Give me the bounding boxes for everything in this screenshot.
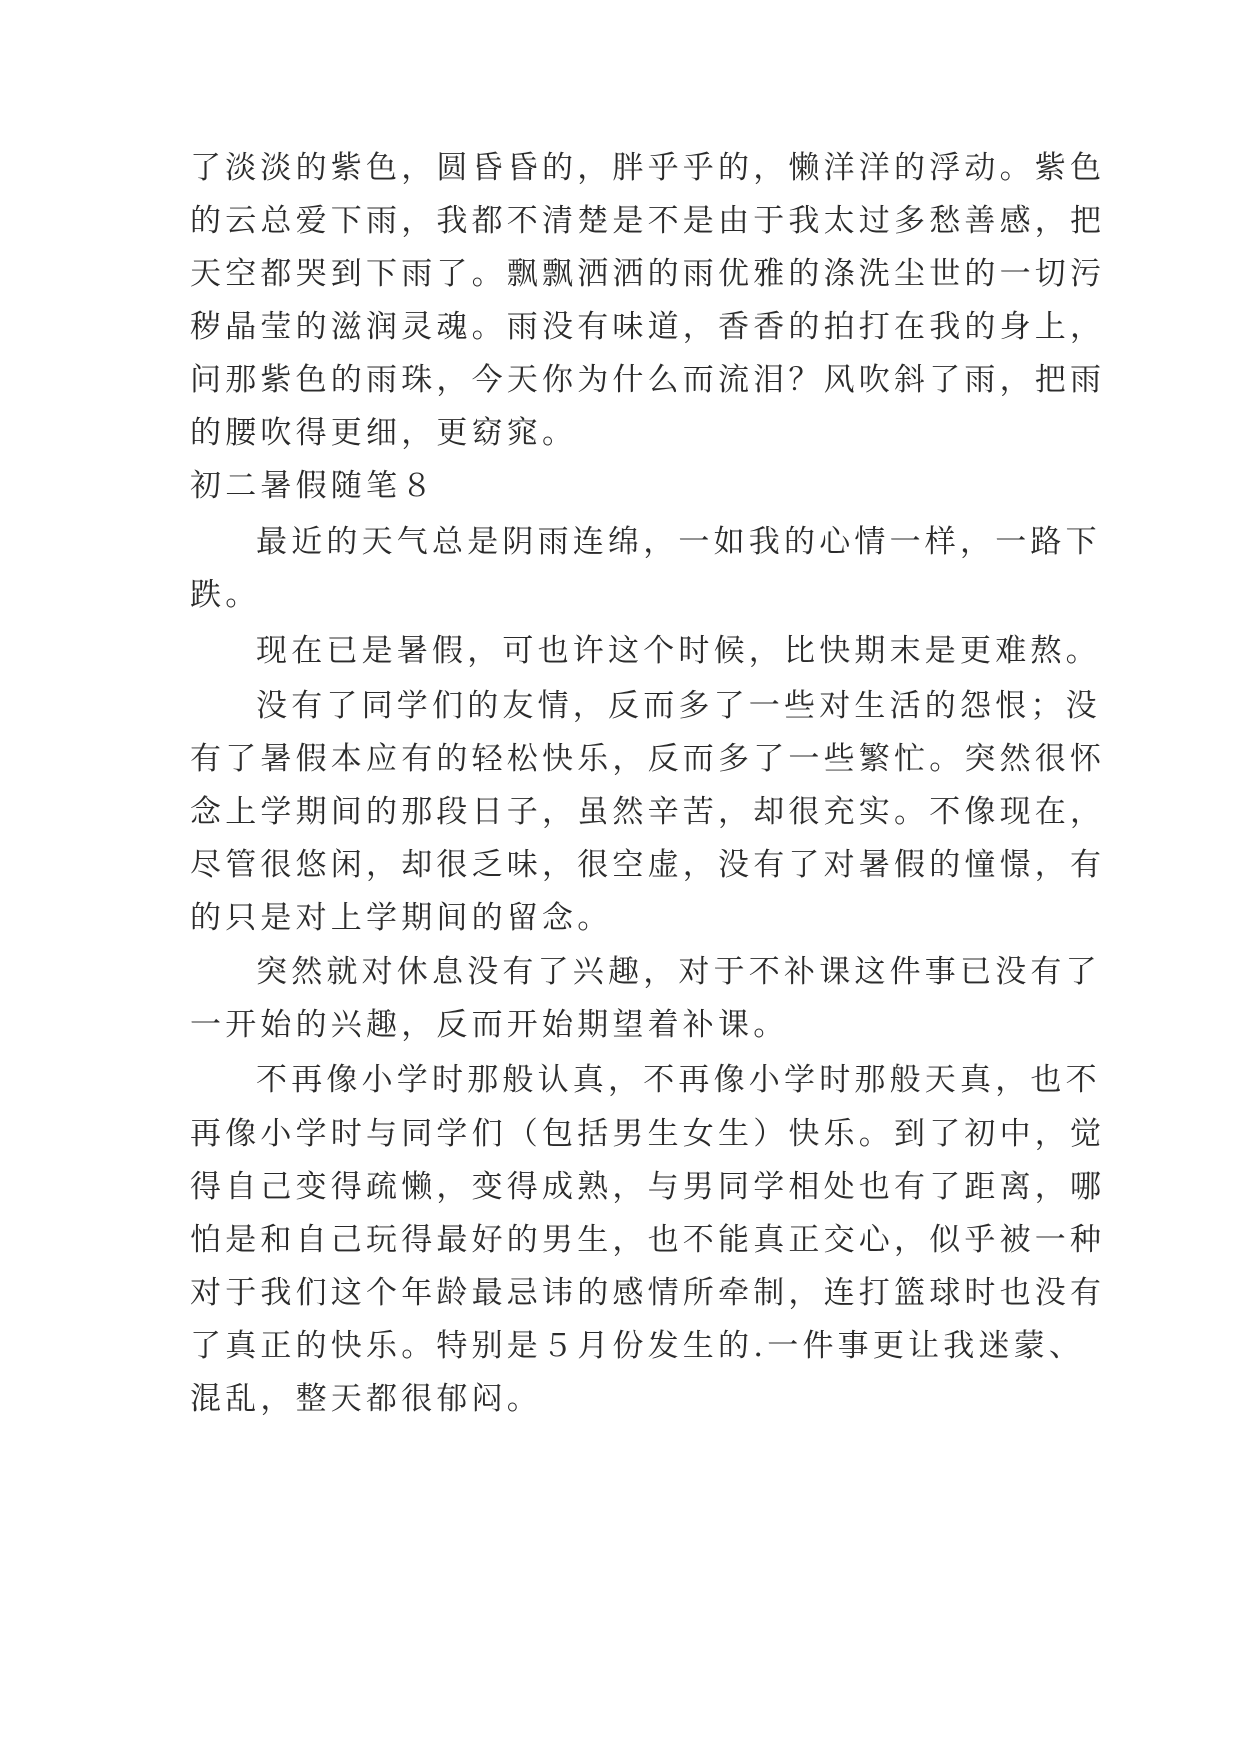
paragraph-line: 的腰吹得更细，更窈窕。 [190,415,578,451]
paragraph-line: 有了暑假本应有的轻松快乐，反而多了一些繁忙。突然很怀 [190,741,1106,777]
paragraph-line: 的云总爱下雨，我都不清楚是不是由于我太过多愁善感，把 [190,203,1106,239]
paragraph-line: 突然就对休息没有了兴趣，对于不补课这件事已没有了 [256,954,1101,990]
paragraph-line: 对于我们这个年龄最忌讳的感情所牵制，连打篮球时也没有 [190,1275,1106,1311]
paragraph-line: 的只是对上学期间的留念。 [190,900,613,936]
paragraph-line: 得自己变得疏懒，变得成熟，与男同学相处也有了距离，哪 [190,1169,1106,1205]
paragraph-line: 怕是和自己玩得最好的男生，也不能真正交心，似乎被一种 [190,1222,1106,1258]
paragraph-line: 不再像小学时那般认真，不再像小学时那般天真，也不 [256,1062,1101,1098]
paragraph-line: 天空都哭到下雨了。飘飘洒洒的雨优雅的涤洗尘世的一切污 [190,256,1106,292]
paragraph-line: 没有了同学们的友情，反而多了一些对生活的怨恨；没 [256,688,1101,724]
section-heading: 初二暑假随笔８ [190,468,437,504]
paragraph-line: 了淡淡的紫色，圆昏昏的，胖乎乎的，懒洋洋的浮动。紫色 [190,150,1106,186]
paragraph-line: 再像小学时与同学们（包括男生女生）快乐。到了初中，觉 [190,1116,1106,1152]
paragraph-line: 秽晶莹的滋润灵魂。雨没有味道，香香的拍打在我的身上， [190,309,1106,345]
paragraph-line: 了真正的快乐。特别是５月份发生的.一件事更让我迷蒙、 [190,1328,1085,1364]
paragraph-line: 念上学期间的那段日子，虽然辛苦，却很充实。不像现在， [190,794,1106,830]
paragraph-line: 一开始的兴趣，反而开始期望着补课。 [190,1007,789,1043]
paragraph-line: 尽管很悠闲，却很乏味，很空虚，没有了对暑假的憧憬，有 [190,847,1106,883]
paragraph-line: 问那紫色的雨珠，今天你为什么而流泪？风吹斜了雨，把雨 [190,362,1106,398]
paragraph-line: 最近的天气总是阴雨连绵，一如我的心情一样，一路下 [256,524,1101,560]
paragraph-line: 混乱，整天都很郁闷。 [190,1381,542,1417]
paragraph-line: 跌。 [190,577,261,613]
paragraph-line: 现在已是暑假，可也许这个时候，比快期末是更难熬。 [256,633,1101,669]
